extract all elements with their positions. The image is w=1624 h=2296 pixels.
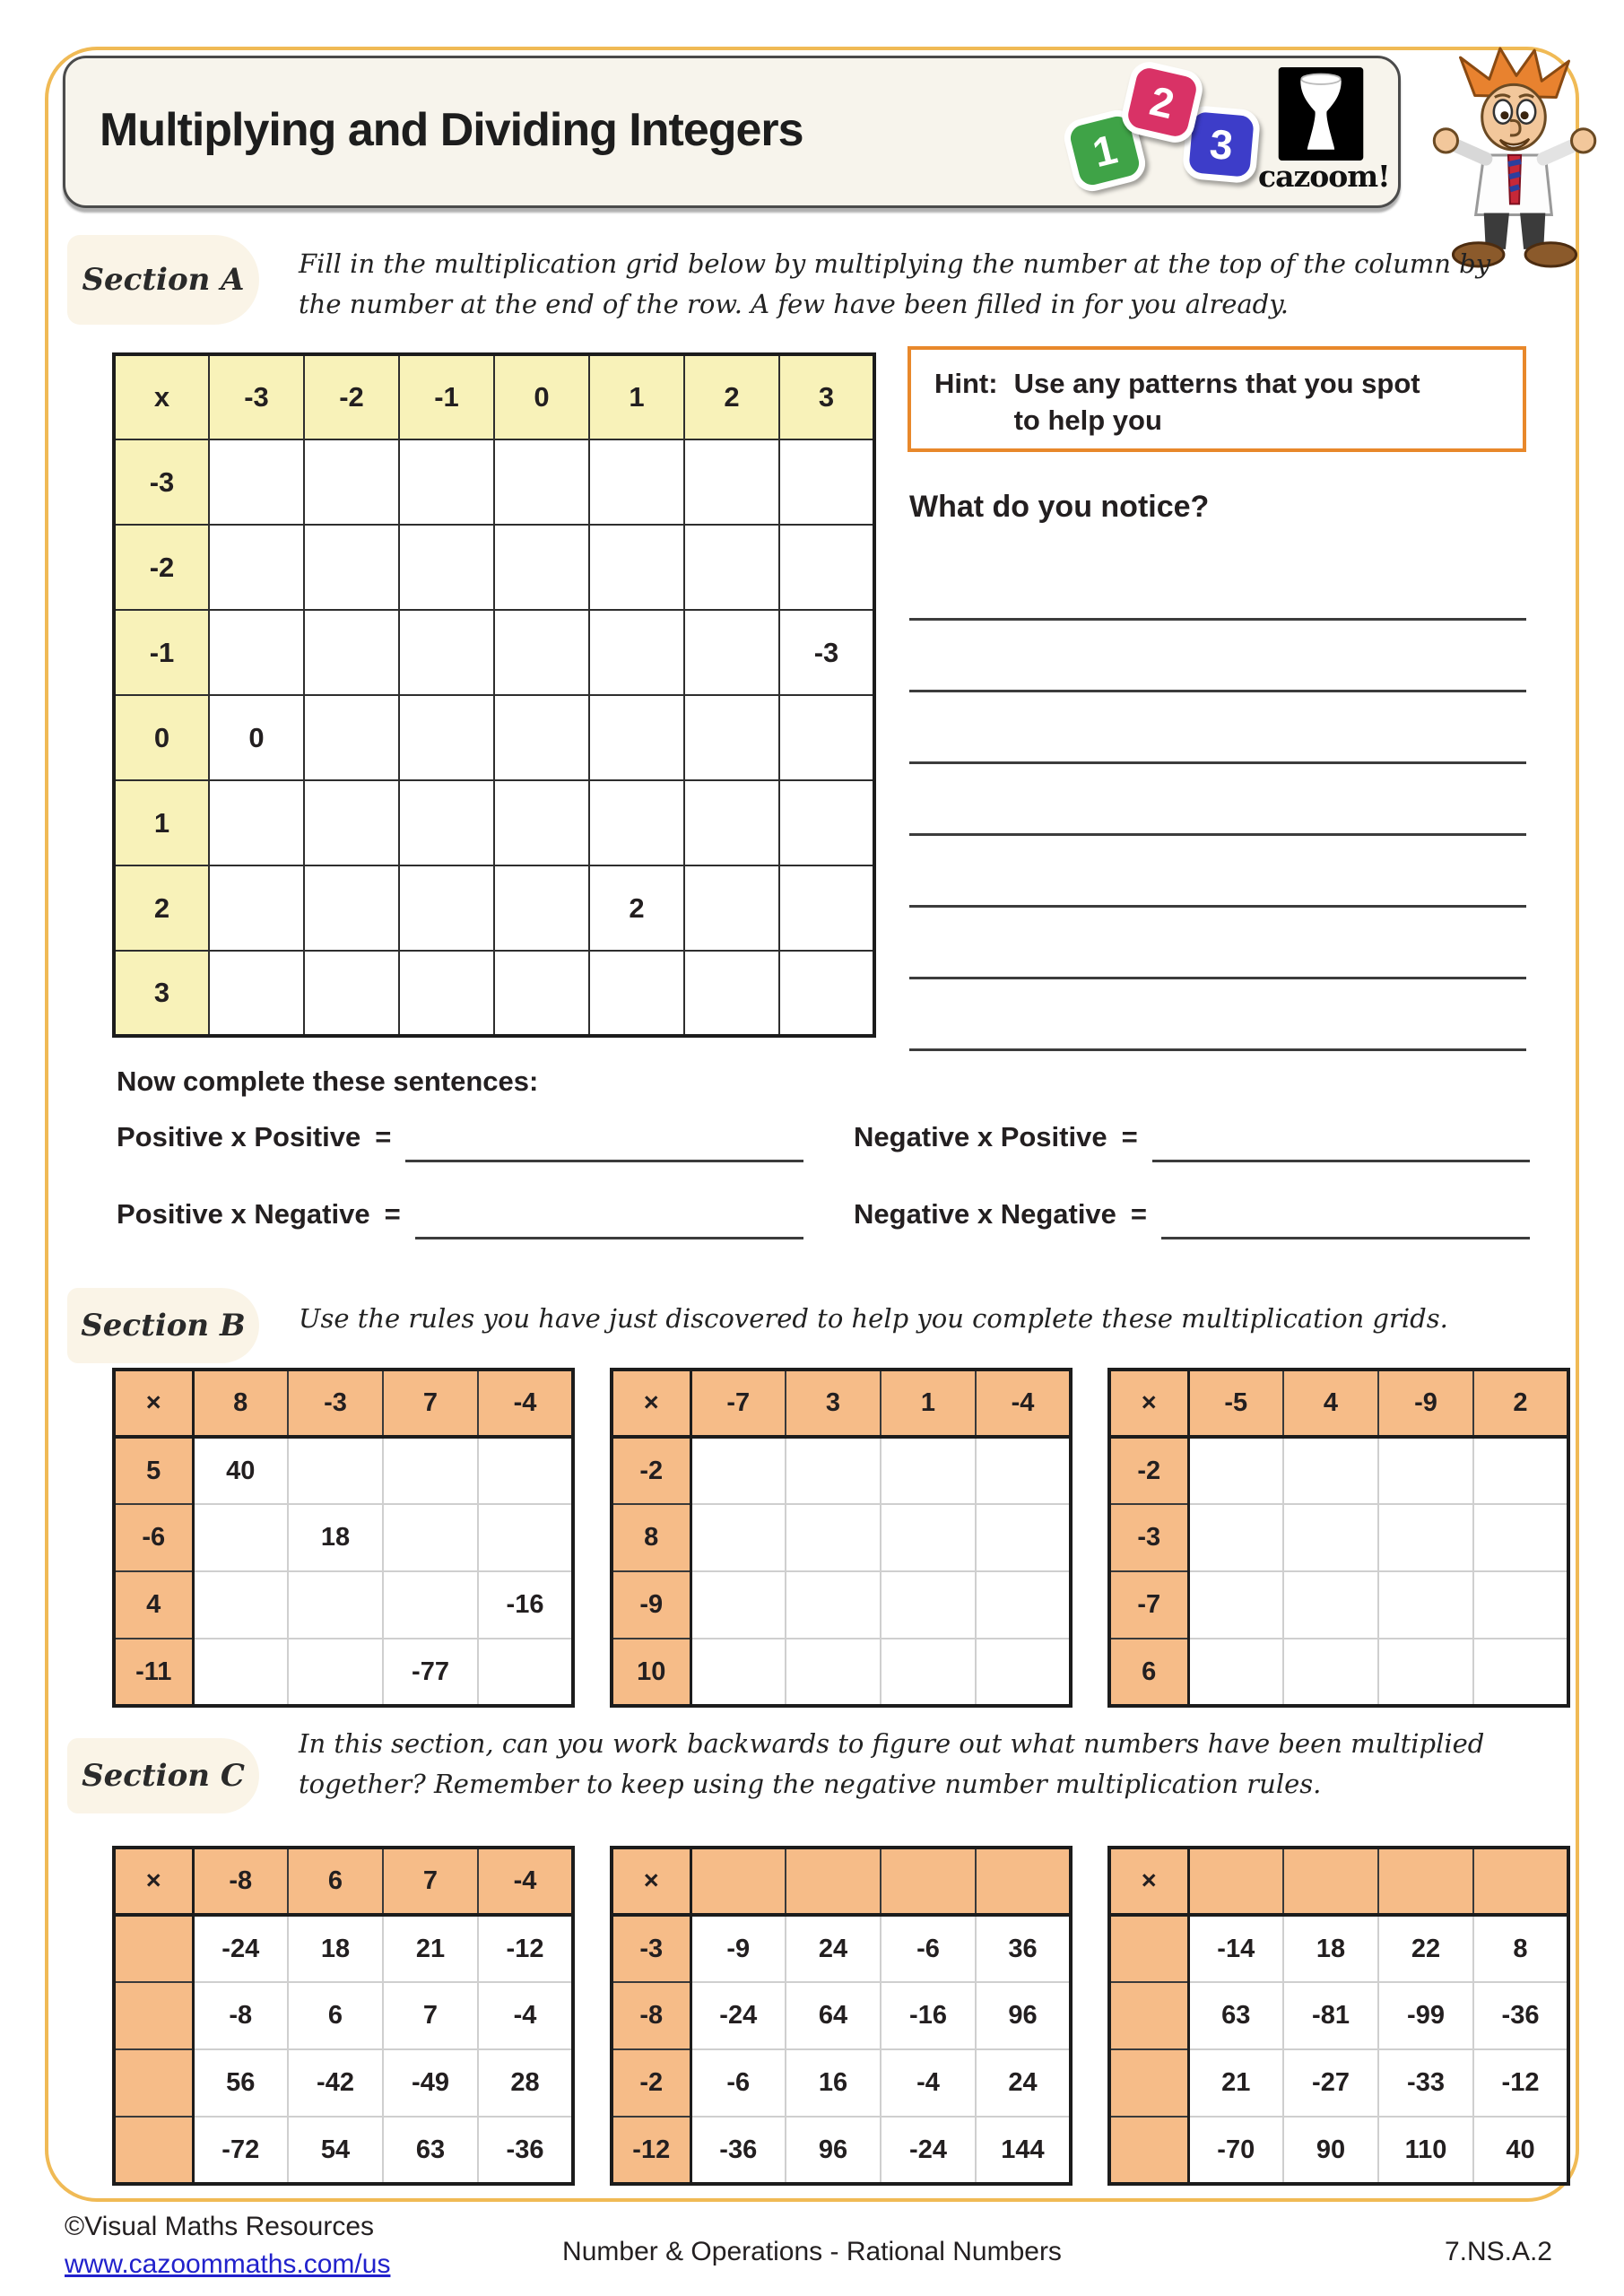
grid-cell[interactable] bbox=[589, 695, 684, 780]
grid-row-header bbox=[114, 2049, 193, 2117]
grid-column-header: -5 bbox=[1188, 1370, 1283, 1437]
grid-row-header: -3 bbox=[1109, 1504, 1188, 1571]
grid-column-header bbox=[976, 1848, 1071, 1915]
grid-cell[interactable] bbox=[779, 525, 874, 610]
footer-topic: Number & Operations - Rational Numbers bbox=[562, 2237, 1062, 2266]
grid-cell[interactable]: 21 bbox=[383, 1915, 478, 1982]
grid-column-header: 3 bbox=[786, 1370, 881, 1437]
grid-cell[interactable] bbox=[478, 1639, 573, 1706]
grid-row-header bbox=[114, 1915, 193, 1982]
grid-cell[interactable]: -33 bbox=[1378, 2049, 1473, 2117]
grid-cell[interactable] bbox=[209, 780, 304, 865]
grid-column-header bbox=[1378, 1848, 1473, 1915]
grid-corner-multiply-symbol: × bbox=[1109, 1848, 1188, 1915]
grid-cell[interactable] bbox=[779, 951, 874, 1036]
grid-row-header: -9 bbox=[612, 1571, 690, 1639]
grid-row-header: 5 bbox=[114, 1437, 193, 1504]
grid-cell[interactable] bbox=[1283, 1571, 1378, 1639]
grid-cell[interactable]: -3 bbox=[779, 610, 874, 695]
grid-cell[interactable] bbox=[1473, 1571, 1568, 1639]
grid-cell[interactable]: 40 bbox=[1473, 2117, 1568, 2184]
grid-cell[interactable] bbox=[690, 1504, 786, 1571]
grid-cell[interactable] bbox=[1473, 1639, 1568, 1706]
grid-cell[interactable]: 28 bbox=[478, 2049, 573, 2117]
grid-cell[interactable] bbox=[786, 1504, 881, 1571]
grid-cell[interactable]: 110 bbox=[1378, 2117, 1473, 2184]
grid-row-header: 2 bbox=[114, 865, 209, 951]
grid-cell[interactable] bbox=[1473, 1504, 1568, 1571]
grid-cell[interactable] bbox=[976, 1639, 1071, 1706]
grid-cell[interactable]: 7 bbox=[383, 1982, 478, 2049]
multiplication-grid-b3 bbox=[1107, 1368, 1570, 1708]
drum-icon bbox=[1278, 67, 1364, 161]
title-banner bbox=[63, 56, 1401, 208]
grid-cell[interactable] bbox=[589, 780, 684, 865]
grid-cell[interactable]: -4 bbox=[881, 2049, 976, 2117]
grid-cell[interactable] bbox=[383, 1437, 478, 1504]
grid-column-header: -4 bbox=[478, 1370, 573, 1437]
grid-cell[interactable] bbox=[399, 610, 494, 695]
grid-column-header bbox=[1188, 1848, 1283, 1915]
grid-cell[interactable]: 36 bbox=[976, 1915, 1071, 1982]
grid-column-header: 7 bbox=[383, 1848, 478, 1915]
grid-column-header: -3 bbox=[288, 1370, 383, 1437]
grid-cell[interactable]: 6 bbox=[288, 1982, 383, 2049]
grid-cell[interactable]: 18 bbox=[288, 1915, 383, 1982]
grid-cell[interactable] bbox=[684, 780, 779, 865]
grid-row-header: -3 bbox=[114, 439, 209, 525]
grid-row-header: 6 bbox=[1109, 1639, 1188, 1706]
grid-row-header bbox=[1109, 2049, 1188, 2117]
grid-row-header: -11 bbox=[114, 1639, 193, 1706]
grid-cell[interactable] bbox=[976, 1437, 1071, 1504]
section-b-label: Section B bbox=[67, 1288, 259, 1363]
grid-cell[interactable] bbox=[1188, 1437, 1283, 1504]
grid-cell[interactable] bbox=[589, 525, 684, 610]
grid-cell[interactable] bbox=[209, 865, 304, 951]
multiplication-grid-a bbox=[112, 352, 876, 1038]
grid-cell[interactable]: 63 bbox=[383, 2117, 478, 2184]
grid-cell[interactable] bbox=[304, 610, 399, 695]
grid-cell[interactable] bbox=[881, 1639, 976, 1706]
grid-cell[interactable] bbox=[494, 525, 589, 610]
grid-cell[interactable] bbox=[779, 865, 874, 951]
grid-cell[interactable] bbox=[288, 1639, 383, 1706]
grid-cell[interactable] bbox=[494, 610, 589, 695]
hint-text: Use any patterns that you spot to help you bbox=[1013, 368, 1420, 436]
mascot-illustration bbox=[1419, 43, 1609, 269]
grid-cell[interactable]: -12 bbox=[478, 1915, 573, 1982]
grid-cell[interactable] bbox=[304, 951, 399, 1036]
grid-column-header: 1 bbox=[589, 354, 684, 439]
grid-row-header bbox=[1109, 1982, 1188, 2049]
multiplication-grid-c2 bbox=[610, 1846, 1073, 2186]
grid-cell[interactable]: -24 bbox=[881, 2117, 976, 2184]
grid-column-header: 8 bbox=[193, 1370, 288, 1437]
grid-row-header: 10 bbox=[612, 1639, 690, 1706]
section-b-instruction: Use the rules you have just discovered to help you complete these multiplication grids. bbox=[299, 1303, 1448, 1334]
notice-answer-lines bbox=[909, 549, 1526, 1051]
grid-cell[interactable] bbox=[976, 1571, 1071, 1639]
grid-cell[interactable] bbox=[1188, 1504, 1283, 1571]
grid-column-header bbox=[881, 1848, 976, 1915]
grid-cell[interactable]: 96 bbox=[976, 1982, 1071, 2049]
equals-sign: = bbox=[384, 1198, 401, 1230]
grid-column-header: -7 bbox=[690, 1370, 786, 1437]
grid-cell[interactable]: 54 bbox=[288, 2117, 383, 2184]
grid-column-header bbox=[786, 1848, 881, 1915]
multiplication-grid-b1 bbox=[112, 1368, 575, 1708]
grid-cell[interactable]: 18 bbox=[1283, 1915, 1378, 1982]
grid-row-header: -1 bbox=[114, 610, 209, 695]
grid-cell[interactable] bbox=[1283, 1437, 1378, 1504]
cazoom-wordmark: cazoom! bbox=[1258, 159, 1390, 194]
grid-cell[interactable] bbox=[786, 1571, 881, 1639]
equals-sign: = bbox=[1130, 1198, 1148, 1230]
grid-cell[interactable] bbox=[209, 951, 304, 1036]
notice-line[interactable] bbox=[909, 764, 1526, 836]
grid-cell[interactable]: 21 bbox=[1188, 2049, 1283, 2117]
grid-cell[interactable]: 8 bbox=[1473, 1915, 1568, 1982]
grid-column-header: 0 bbox=[494, 354, 589, 439]
grid-cell[interactable] bbox=[209, 610, 304, 695]
grid-column-header: 4 bbox=[1283, 1370, 1378, 1437]
grid-cell[interactable] bbox=[684, 439, 779, 525]
grid-cell[interactable] bbox=[684, 865, 779, 951]
grid-cell[interactable]: -72 bbox=[193, 2117, 288, 2184]
notice-line[interactable] bbox=[909, 908, 1526, 979]
grid-cell[interactable] bbox=[209, 439, 304, 525]
grid-cell[interactable] bbox=[684, 610, 779, 695]
grid-cell[interactable]: 96 bbox=[786, 2117, 881, 2184]
grid-cell[interactable] bbox=[881, 1437, 976, 1504]
grid-cell[interactable] bbox=[304, 865, 399, 951]
notice-question: What do you notice? bbox=[909, 490, 1210, 524]
cazoom-logo bbox=[1258, 67, 1390, 194]
grid-cell[interactable]: -8 bbox=[193, 1982, 288, 2049]
grid-cell[interactable] bbox=[399, 525, 494, 610]
grid-cell[interactable] bbox=[690, 1639, 786, 1706]
section-c-label: Section C bbox=[67, 1738, 259, 1813]
grid-cell[interactable]: 18 bbox=[288, 1504, 383, 1571]
grid-row-header bbox=[114, 2117, 193, 2184]
grid-cell[interactable]: -16 bbox=[478, 1571, 573, 1639]
grid-cell[interactable] bbox=[494, 951, 589, 1036]
multiplication-grid-c3 bbox=[1107, 1846, 1570, 2186]
grid-cell[interactable]: -6 bbox=[881, 1915, 976, 1982]
grid-column-header bbox=[690, 1848, 786, 1915]
grid-row-header: 0 bbox=[114, 695, 209, 780]
grid-cell[interactable] bbox=[786, 1437, 881, 1504]
grid-column-header: -4 bbox=[478, 1848, 573, 1915]
grid-cell[interactable] bbox=[684, 951, 779, 1036]
grid-row-header bbox=[114, 1982, 193, 2049]
grid-row-header: -2 bbox=[114, 525, 209, 610]
grid-cell[interactable] bbox=[383, 1504, 478, 1571]
grid-cell[interactable] bbox=[684, 695, 779, 780]
grid-column-header: 2 bbox=[1473, 1370, 1568, 1437]
grid-cell[interactable]: -24 bbox=[690, 1982, 786, 2049]
grid-column-header: -2 bbox=[304, 354, 399, 439]
footer-copyright: ©Visual Maths Resources bbox=[65, 2212, 375, 2241]
grid-cell[interactable] bbox=[1378, 1571, 1473, 1639]
page-title: Multiplying and Dividing Integers bbox=[100, 104, 803, 156]
grid-cell[interactable]: 64 bbox=[786, 1982, 881, 2049]
grid-cell[interactable] bbox=[494, 695, 589, 780]
grid-cell[interactable]: 2 bbox=[589, 865, 684, 951]
grid-cell[interactable] bbox=[399, 865, 494, 951]
grid-corner-multiply-symbol: × bbox=[114, 1370, 193, 1437]
grid-row-header: 3 bbox=[114, 951, 209, 1036]
grid-column-header: -8 bbox=[193, 1848, 288, 1915]
grid-column-header: 7 bbox=[383, 1370, 478, 1437]
grid-cell[interactable] bbox=[1378, 1437, 1473, 1504]
grid-cell[interactable] bbox=[976, 1504, 1071, 1571]
grid-cell[interactable] bbox=[589, 951, 684, 1036]
grid-cell[interactable] bbox=[1188, 1571, 1283, 1639]
grid-cell[interactable] bbox=[193, 1504, 288, 1571]
grid-cell[interactable]: 24 bbox=[976, 2049, 1071, 2117]
grid-corner-multiply-symbol: × bbox=[612, 1370, 690, 1437]
grid-cell[interactable] bbox=[193, 1571, 288, 1639]
sentence-blank[interactable] bbox=[405, 1119, 803, 1162]
grid-cell[interactable] bbox=[786, 1639, 881, 1706]
grid-cell[interactable] bbox=[1283, 1639, 1378, 1706]
grid-row-header: -8 bbox=[612, 1982, 690, 2049]
equals-sign: = bbox=[375, 1121, 392, 1152]
grid-cell[interactable]: -9 bbox=[690, 1915, 786, 1982]
grid-cell[interactable]: -6 bbox=[690, 2049, 786, 2117]
grid-row-header: -7 bbox=[1109, 1571, 1188, 1639]
badge-2-icon: 2 bbox=[1118, 58, 1206, 146]
grid-column-header: 6 bbox=[288, 1848, 383, 1915]
grid-cell[interactable] bbox=[684, 525, 779, 610]
section-c-instruction: In this section, can you work backwards to figure out what numbers have been multiplied together? Remember to keep using the negative number multiplication rules. bbox=[299, 1728, 1485, 1799]
grid-cell[interactable] bbox=[399, 951, 494, 1036]
grid-cell[interactable]: -14 bbox=[1188, 1915, 1283, 1982]
grid-cell[interactable]: -70 bbox=[1188, 2117, 1283, 2184]
grid-cell[interactable]: 63 bbox=[1188, 1982, 1283, 2049]
grid-cell[interactable]: 0 bbox=[209, 695, 304, 780]
grid-row-header: 1 bbox=[114, 780, 209, 865]
grid-cell[interactable] bbox=[589, 439, 684, 525]
grid-cell[interactable]: -36 bbox=[478, 2117, 573, 2184]
sentence-blank[interactable] bbox=[1152, 1119, 1530, 1162]
grid-column-header: -9 bbox=[1378, 1370, 1473, 1437]
grid-cell[interactable] bbox=[304, 525, 399, 610]
grid-cell[interactable] bbox=[881, 1504, 976, 1571]
grid-row-header: -12 bbox=[612, 2117, 690, 2184]
grid-cell[interactable] bbox=[881, 1571, 976, 1639]
multiplication-grid-c1 bbox=[112, 1846, 575, 2186]
grid-row-header: -6 bbox=[114, 1504, 193, 1571]
grid-column-header: 3 bbox=[779, 354, 874, 439]
grid-cell[interactable]: 24 bbox=[786, 1915, 881, 1982]
grid-row-header: 4 bbox=[114, 1571, 193, 1639]
notice-line[interactable] bbox=[909, 979, 1526, 1051]
footer-standard-code: 7.NS.A.2 bbox=[1444, 2237, 1552, 2266]
grid-cell[interactable] bbox=[304, 439, 399, 525]
sentences-title: Now complete these sentences: bbox=[117, 1065, 539, 1097]
grid-row-header bbox=[1109, 2117, 1188, 2184]
grid-cell[interactable] bbox=[690, 1571, 786, 1639]
grid-cell[interactable]: -36 bbox=[1473, 1982, 1568, 2049]
grid-row-header: -2 bbox=[1109, 1437, 1188, 1504]
grid-cell[interactable]: -49 bbox=[383, 2049, 478, 2117]
grid-cell[interactable]: 16 bbox=[786, 2049, 881, 2117]
grid-cell[interactable] bbox=[779, 439, 874, 525]
grid-cell[interactable]: 144 bbox=[976, 2117, 1071, 2184]
grid-cell[interactable]: -27 bbox=[1283, 2049, 1378, 2117]
grid-cell[interactable] bbox=[304, 695, 399, 780]
sentence-pos-x-pos: Positive x Positive = bbox=[117, 1119, 803, 1162]
notice-line[interactable] bbox=[909, 836, 1526, 908]
badge-3-icon: 3 bbox=[1182, 105, 1262, 185]
grid-cell[interactable] bbox=[193, 1639, 288, 1706]
grid-cell[interactable]: -99 bbox=[1378, 1982, 1473, 2049]
grid-corner-multiply-symbol: × bbox=[114, 1848, 193, 1915]
grid-cell[interactable] bbox=[209, 525, 304, 610]
notice-line[interactable] bbox=[909, 692, 1526, 764]
sentence-blank[interactable] bbox=[415, 1196, 803, 1239]
section-a-instruction: Fill in the multiplication grid below by multiplying the number at the top of the column by the number at the end of the row. A few have been filled in for you already. bbox=[299, 248, 1491, 319]
grid-cell[interactable]: -81 bbox=[1283, 1982, 1378, 2049]
grid-cell[interactable] bbox=[1473, 1437, 1568, 1504]
grid-cell[interactable]: -12 bbox=[1473, 2049, 1568, 2117]
grid-cell[interactable] bbox=[288, 1571, 383, 1639]
grid-cell[interactable]: -4 bbox=[478, 1982, 573, 2049]
grid-column-header bbox=[1283, 1848, 1378, 1915]
equals-sign: = bbox=[1121, 1121, 1138, 1152]
sentence-neg-x-pos: Negative x Positive = bbox=[854, 1119, 1530, 1162]
grid-cell[interactable]: -16 bbox=[881, 1982, 976, 2049]
grid-corner-multiply-symbol: × bbox=[612, 1848, 690, 1915]
grid-corner-multiply-symbol: x bbox=[114, 354, 209, 439]
grid-cell[interactable] bbox=[288, 1437, 383, 1504]
grid-cell[interactable] bbox=[494, 780, 589, 865]
grid-cell[interactable] bbox=[690, 1437, 786, 1504]
grid-corner-multiply-symbol: × bbox=[1109, 1370, 1188, 1437]
grid-cell[interactable] bbox=[779, 695, 874, 780]
grid-cell[interactable]: 56 bbox=[193, 2049, 288, 2117]
grid-cell[interactable] bbox=[399, 439, 494, 525]
badge-1-icon: 1 bbox=[1060, 106, 1149, 195]
grid-cell[interactable]: -36 bbox=[690, 2117, 786, 2184]
grid-cell[interactable] bbox=[399, 695, 494, 780]
sentence-neg-x-neg: Negative x Negative = bbox=[854, 1196, 1530, 1239]
grid-column-header: -1 bbox=[399, 354, 494, 439]
grid-cell[interactable] bbox=[1283, 1504, 1378, 1571]
grid-cell[interactable]: 40 bbox=[193, 1437, 288, 1504]
grid-column-header bbox=[1473, 1848, 1568, 1915]
grid-cell[interactable] bbox=[304, 780, 399, 865]
section-a-label: Section A bbox=[67, 235, 259, 325]
grid-cell[interactable] bbox=[383, 1571, 478, 1639]
grid-row-header: -3 bbox=[612, 1915, 690, 1982]
grid-cell[interactable] bbox=[478, 1437, 573, 1504]
grid-row-header bbox=[1109, 1915, 1188, 1982]
grid-cell[interactable]: -42 bbox=[288, 2049, 383, 2117]
grid-cell[interactable]: -77 bbox=[383, 1639, 478, 1706]
grid-row-header: -2 bbox=[612, 1437, 690, 1504]
notice-line[interactable] bbox=[909, 549, 1526, 621]
notice-line[interactable] bbox=[909, 621, 1526, 692]
grid-cell[interactable] bbox=[589, 610, 684, 695]
grid-cell[interactable]: -24 bbox=[193, 1915, 288, 1982]
grid-cell[interactable] bbox=[478, 1504, 573, 1571]
grid-column-header: -3 bbox=[209, 354, 304, 439]
grid-cell[interactable] bbox=[1378, 1639, 1473, 1706]
grid-column-header: -4 bbox=[976, 1370, 1071, 1437]
grid-column-header: 2 bbox=[684, 354, 779, 439]
grid-cell[interactable] bbox=[1188, 1639, 1283, 1706]
grid-cell[interactable] bbox=[494, 439, 589, 525]
grid-cell[interactable]: 22 bbox=[1378, 1915, 1473, 1982]
sentence-pos-x-neg: Positive x Negative = bbox=[117, 1196, 803, 1239]
grid-column-header: 1 bbox=[881, 1370, 976, 1437]
grid-row-header: 8 bbox=[612, 1504, 690, 1571]
hint-box bbox=[908, 346, 1526, 452]
grid-cell[interactable] bbox=[399, 780, 494, 865]
grid-row-header: -2 bbox=[612, 2049, 690, 2117]
hint-label: Hint: bbox=[934, 368, 998, 399]
grid-cell[interactable] bbox=[779, 780, 874, 865]
multiplication-grid-b2 bbox=[610, 1368, 1073, 1708]
grid-cell[interactable] bbox=[494, 865, 589, 951]
sentence-blank[interactable] bbox=[1161, 1196, 1530, 1239]
grid-cell[interactable] bbox=[1378, 1504, 1473, 1571]
grid-cell[interactable]: 90 bbox=[1283, 2117, 1378, 2184]
footer-link[interactable]: www.cazoommaths.com/us bbox=[65, 2249, 391, 2279]
